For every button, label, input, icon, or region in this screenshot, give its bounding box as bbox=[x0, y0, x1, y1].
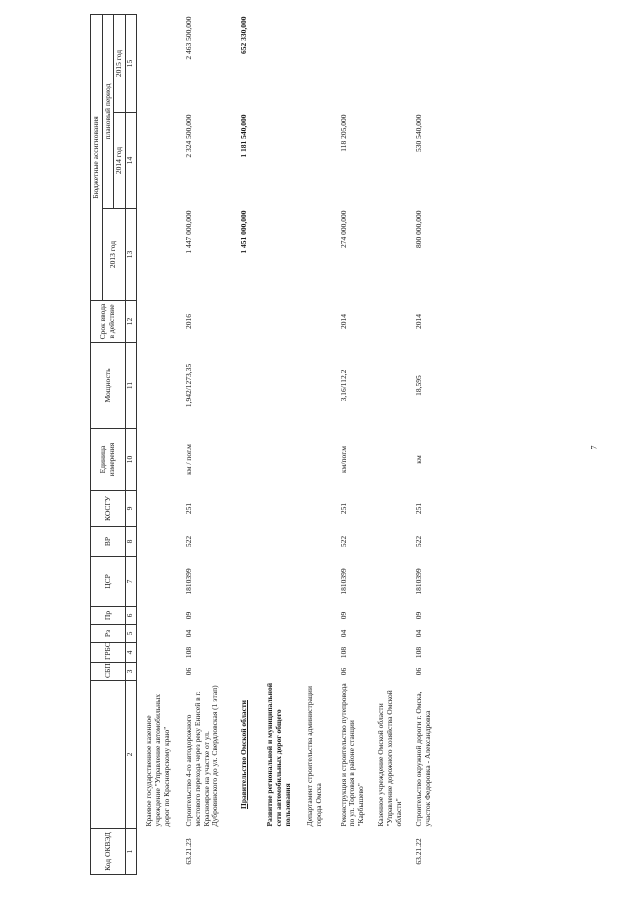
table-row bbox=[239, 14, 250, 874]
row-pr: 09 bbox=[414, 611, 424, 620]
row-2015 bbox=[339, 14, 367, 112]
col-term: Срок ввода в действие bbox=[91, 301, 126, 343]
row-2015: 2 463 500,000 bbox=[184, 16, 194, 60]
row-name: Департамент строительства администрации города Омска bbox=[305, 686, 323, 827]
row-vr: 522 bbox=[184, 535, 194, 548]
col-number: 7 bbox=[125, 557, 136, 607]
row-name: Строительство 4-го автодорожного мостового перехода через реку Енисей в г. Красноярске на участке от ул. Дубровинского до ул. Свердловская (1 этап) bbox=[184, 685, 220, 827]
row-name: Правительство Омской области bbox=[238, 700, 248, 809]
col-number: 15 bbox=[125, 14, 136, 112]
col-number: 9 bbox=[125, 491, 136, 527]
row-kod bbox=[339, 829, 367, 875]
col-number: 13 bbox=[125, 209, 136, 301]
col-number: 8 bbox=[125, 527, 136, 557]
col-capacity: Мощность bbox=[91, 343, 126, 429]
col-sbp: СБП bbox=[91, 663, 126, 681]
table-row bbox=[414, 14, 433, 874]
col-budget: Бюджетные ассигнования bbox=[91, 14, 103, 300]
col-name bbox=[91, 681, 126, 829]
table-row bbox=[144, 14, 172, 874]
row-term: 2014 bbox=[338, 314, 348, 329]
row-vr: 522 bbox=[414, 535, 424, 548]
col-number: 4 bbox=[125, 643, 136, 663]
table-row bbox=[339, 14, 367, 874]
row-sbp: 06 bbox=[338, 667, 348, 676]
row-name: Развитие региональной и муниципальной сети автомобильных дорог общего пользования bbox=[265, 682, 292, 827]
col-kod-okved: Код ОКВЭД bbox=[91, 829, 126, 875]
row-csr: 1810399 bbox=[338, 568, 348, 595]
row-kosgu: 251 bbox=[414, 502, 424, 515]
row-name: Строительство окружной дороги г. Омска, участок Федоровка - Александровка bbox=[414, 691, 432, 827]
row-sbp: 06 bbox=[414, 667, 424, 676]
row-capacity: 1,942/1273,35 bbox=[184, 363, 194, 408]
row-2013: 800 000,000 bbox=[414, 210, 424, 248]
row-grbs: 108 bbox=[184, 646, 194, 659]
row-kod: 63.21.23 bbox=[184, 838, 194, 865]
col-kosgu: КОСГУ bbox=[91, 491, 126, 527]
row-rz: 04 bbox=[338, 629, 348, 638]
row-unit: км / пог.м bbox=[184, 444, 194, 475]
row-2015: 652 330,000 bbox=[238, 16, 248, 54]
row-2013: 274 000,000 bbox=[338, 210, 348, 248]
col-csr: ЦСР bbox=[91, 557, 126, 607]
row-kod: 63.21.22 bbox=[414, 838, 424, 865]
row-kosgu: 251 bbox=[338, 502, 348, 515]
row-2014: 2 324 500,000 bbox=[184, 114, 194, 158]
budget-table bbox=[90, 14, 434, 875]
col-vr: ВР bbox=[91, 527, 126, 557]
col-number: 5 bbox=[125, 625, 136, 643]
col-2015: 2015 год bbox=[114, 14, 126, 112]
col-number: 10 bbox=[125, 429, 136, 491]
table-row bbox=[376, 14, 404, 874]
row-capacity: 3,16/112,2 bbox=[338, 369, 348, 402]
rotated-document-page bbox=[90, 15, 610, 875]
column-number-row bbox=[125, 14, 136, 874]
row-name: Краевое государственное казенное учреждение "Управление автомобильных дорог по Красноярскому краю" bbox=[144, 694, 171, 827]
row-vr: 522 bbox=[338, 535, 348, 548]
row-unit: км/пог.м bbox=[338, 445, 348, 474]
row-term: 2014 bbox=[414, 314, 424, 329]
row-rz: 04 bbox=[414, 629, 424, 638]
row-capacity: 18,595 bbox=[414, 375, 424, 396]
row-2014: 118 205,000 bbox=[338, 114, 348, 152]
table-row bbox=[305, 14, 324, 874]
row-pr: 09 bbox=[184, 611, 194, 620]
row-pr: 09 bbox=[338, 611, 348, 620]
col-number: 2 bbox=[125, 681, 136, 829]
col-grbs: ГРБС bbox=[91, 643, 126, 663]
row-name: Реконструкция и строительство путепровода по ул. Торговая в районе станции "Карбышево" bbox=[338, 683, 365, 827]
row-2014: 1 181 540,000 bbox=[238, 114, 248, 158]
row-grbs: 108 bbox=[338, 646, 348, 659]
row-csr: 1810399 bbox=[414, 568, 424, 595]
table-header bbox=[91, 14, 126, 874]
table-body bbox=[136, 14, 433, 874]
row-2015 bbox=[414, 14, 433, 112]
row-name: Казенное учреждение Омской области "Управление дорожного хозяйства Омской области" bbox=[376, 690, 403, 827]
row-term: 2016 bbox=[184, 314, 194, 329]
row-kosgu: 251 bbox=[184, 502, 194, 515]
col-number: 3 bbox=[125, 663, 136, 681]
col-number: 12 bbox=[125, 301, 136, 343]
row-grbs: 108 bbox=[414, 646, 424, 659]
row-2013: 1 451 000,000 bbox=[238, 210, 248, 254]
row-sbp: 06 bbox=[184, 667, 194, 676]
col-pr: Пр bbox=[91, 607, 126, 625]
row-csr: 1810399 bbox=[184, 568, 194, 595]
col-number: 14 bbox=[125, 113, 136, 209]
table-row bbox=[265, 14, 293, 874]
row-rz: 04 bbox=[184, 629, 194, 638]
col-unit: Единица измерения bbox=[91, 429, 126, 491]
table-row bbox=[184, 14, 221, 874]
col-rz: Рз bbox=[91, 625, 126, 643]
row-2013: 1 447 000,000 bbox=[184, 210, 194, 254]
col-planned-period: плановый период bbox=[102, 14, 114, 208]
col-number: 11 bbox=[125, 343, 136, 429]
col-number: 6 bbox=[125, 607, 136, 625]
page-number: 7 bbox=[589, 445, 599, 450]
col-2013: 2013 год bbox=[102, 209, 125, 301]
col-number: 1 bbox=[125, 829, 136, 875]
row-unit: км bbox=[414, 455, 424, 464]
col-2014: 2014 год bbox=[114, 113, 126, 209]
row-2014: 530 540,000 bbox=[414, 114, 424, 152]
